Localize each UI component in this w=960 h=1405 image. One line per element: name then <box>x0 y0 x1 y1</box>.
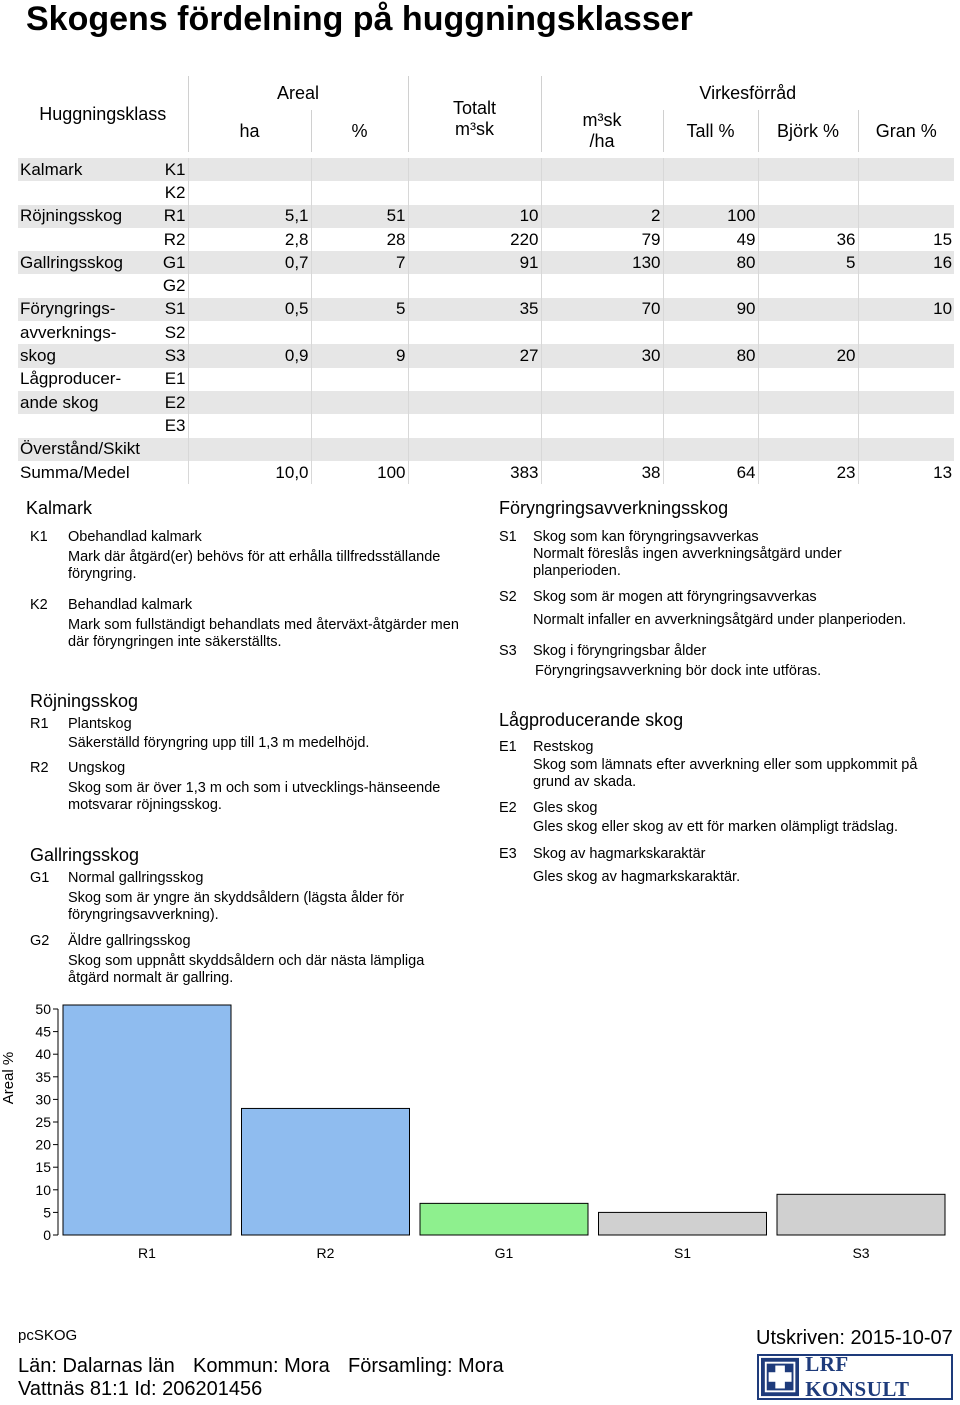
row-code: G1 <box>154 251 188 274</box>
table-row <box>18 368 954 391</box>
legend-item <box>30 529 470 582</box>
x-tick-label: R1 <box>138 1245 156 1261</box>
cell-gran <box>858 274 954 297</box>
legend-desc: Skog som uppnått skyddsåldern och där nästa lämpliga åtgärd normalt är gallring. <box>68 953 425 986</box>
legend-code: S3 <box>499 643 517 659</box>
legend-title: Normal gallringsskog <box>68 870 204 886</box>
cell-pct <box>311 274 408 297</box>
header-areal: Areal <box>188 76 408 110</box>
legend-desc: Normalt infaller en avverkningsåtgärd under planperioden. <box>533 612 907 628</box>
cell-bjork: 5 <box>758 251 858 274</box>
cell-ha <box>188 274 311 297</box>
cell-tall <box>663 274 758 297</box>
legend-code: K1 <box>30 529 48 545</box>
row-name: Föryngrings- <box>18 298 154 321</box>
legend-desc: Skog som är över 1,3 m och som i utvecklings-hänseende motsvarar röjningsskog. <box>68 780 441 813</box>
legend-code: S1 <box>499 529 517 545</box>
cell-bjork <box>758 438 858 461</box>
cell-tot: 220 <box>408 228 541 251</box>
y-tick-label: 35 <box>35 1068 51 1085</box>
foryngring-heading: Föryngringsavverkningsskog <box>499 498 729 518</box>
program-name: pcSKOG <box>18 1327 78 1344</box>
cell-tot: 10 <box>408 205 541 228</box>
cell-pct <box>311 368 408 391</box>
row-code: S2 <box>154 321 188 344</box>
legend-title: Gles skog <box>533 800 598 816</box>
legend-code: G2 <box>30 933 50 949</box>
legend-code: G1 <box>30 870 50 886</box>
legend-title: Ungskog <box>68 760 126 776</box>
cell-tall <box>663 391 758 414</box>
table-row <box>18 344 954 367</box>
x-tick-label: G1 <box>494 1245 514 1261</box>
cell-pct <box>311 414 408 437</box>
row-code: E3 <box>154 414 188 437</box>
cell-tot <box>408 321 541 344</box>
header-pct: % <box>311 110 408 152</box>
cell-m3 <box>541 438 663 461</box>
legend-desc: Gles skog eller skog av ett för marken olämpligt trädslag. <box>533 819 899 835</box>
legend-title: Plantskog <box>68 716 132 732</box>
cell-tot <box>408 274 541 297</box>
x-tick-label: S3 <box>852 1245 870 1261</box>
x-tick-label: S1 <box>673 1245 692 1261</box>
legend-desc: Normalt föreslås ingen avverkningsåtgärd under planperioden. <box>533 546 842 579</box>
cell-ha: 10,0 <box>188 461 311 484</box>
cell-ha <box>188 181 311 204</box>
cell-bjork <box>758 205 858 228</box>
row-code: G2 <box>154 274 188 297</box>
legend-desc: Skog som lämnats efter avverkning eller som uppkommit på grund av skada. <box>533 757 918 790</box>
print-date: Utskriven: 2015-10-07 <box>756 1327 953 1349</box>
cell-tot <box>408 181 541 204</box>
legend-code: E3 <box>499 846 517 862</box>
cell-bjork <box>758 368 858 391</box>
cell-m3 <box>541 274 663 297</box>
cell-tot <box>408 158 541 181</box>
cell-gran <box>858 158 954 181</box>
cell-gran: 16 <box>858 251 954 274</box>
row-code: K2 <box>154 181 188 204</box>
row-code: R2 <box>154 228 188 251</box>
rojning-heading: Röjningsskog <box>30 691 139 711</box>
cell-gran: 13 <box>858 461 954 484</box>
cell-ha <box>188 414 311 437</box>
cell-pct <box>311 321 408 344</box>
logo-emblem-icon <box>761 1357 799 1397</box>
legend-desc: Skog som är yngre än skyddsåldern (lägsta ålder för föryngringsavverkning). <box>68 890 405 923</box>
cell-gran <box>858 414 954 437</box>
table-row <box>18 461 954 484</box>
cell-m3: 2 <box>541 205 663 228</box>
areal-bar-chart <box>0 995 960 1270</box>
y-tick-label: 45 <box>35 1023 51 1040</box>
cell-pct: 51 <box>311 205 408 228</box>
cell-tot <box>408 438 541 461</box>
row-code: S3 <box>154 344 188 367</box>
cell-bjork <box>758 391 858 414</box>
cell-bjork <box>758 298 858 321</box>
row-name: Lågproducer- <box>18 368 154 391</box>
legend-item <box>30 933 470 988</box>
y-tick-label: 20 <box>35 1136 51 1153</box>
cell-gran <box>858 368 954 391</box>
cell-tot: 383 <box>408 461 541 484</box>
kalmark-heading: Kalmark <box>26 498 93 518</box>
bar-r2 <box>242 1108 410 1235</box>
legend-desc: Mark där åtgärd(er) behövs för att erhålla tillfredsställande föryngring. <box>68 549 441 582</box>
cell-bjork: 36 <box>758 228 858 251</box>
bar-r1 <box>63 1005 231 1235</box>
y-tick-label: 10 <box>35 1181 51 1198</box>
lrf-konsult-logo <box>757 1354 953 1400</box>
page-title: Skogens fördelning på huggningsklasser <box>26 0 693 38</box>
cell-pct: 5 <box>311 298 408 321</box>
row-name <box>18 274 154 297</box>
row-name: Gallringsskog <box>18 251 154 274</box>
y-tick-label: 30 <box>35 1091 51 1108</box>
legend-title: Skog i föryngringsbar ålder <box>533 643 707 659</box>
table-row <box>18 438 954 461</box>
cell-ha <box>188 391 311 414</box>
legend-code: E2 <box>499 800 517 816</box>
cell-ha <box>188 158 311 181</box>
legend-title: Behandlad kalmark <box>68 597 193 613</box>
row-code: K1 <box>154 158 188 181</box>
legend-item <box>499 846 939 886</box>
cell-bjork: 20 <box>758 344 858 367</box>
cell-tot: 35 <box>408 298 541 321</box>
row-code: E1 <box>154 368 188 391</box>
cell-m3 <box>541 414 663 437</box>
header-gran: Gran % <box>858 110 954 152</box>
cell-bjork: 23 <box>758 461 858 484</box>
cell-gran <box>858 391 954 414</box>
y-tick-label: 40 <box>35 1046 51 1063</box>
cell-gran: 15 <box>858 228 954 251</box>
header-ha: ha <box>188 110 311 152</box>
cell-tall: 49 <box>663 228 758 251</box>
legend-title: Äldre gallringsskog <box>68 933 191 949</box>
cell-m3: 79 <box>541 228 663 251</box>
legend-item <box>499 800 939 840</box>
cell-pct <box>311 438 408 461</box>
bar-g1 <box>420 1203 588 1235</box>
cell-gran <box>858 438 954 461</box>
cell-bjork <box>758 181 858 204</box>
cell-m3: 70 <box>541 298 663 321</box>
cell-tall <box>663 181 758 204</box>
cell-tot <box>408 414 541 437</box>
cell-tall <box>663 438 758 461</box>
legend-desc: Gles skog av hagmarkskaraktär. <box>533 869 741 885</box>
bar-s3 <box>777 1194 945 1235</box>
y-tick-label: 25 <box>35 1114 51 1130</box>
legend-desc: Säkerställd föryngring upp till 1,3 m medelhöjd. <box>68 735 370 751</box>
legend-item <box>30 870 470 925</box>
cell-tot <box>408 368 541 391</box>
row-name: Summa/Medel <box>18 461 188 484</box>
table-row <box>18 181 954 204</box>
legend-title: Restskog <box>533 739 594 755</box>
table-row <box>18 228 954 251</box>
cell-pct: 100 <box>311 461 408 484</box>
cell-tall: 80 <box>663 251 758 274</box>
cell-pct <box>311 391 408 414</box>
cell-ha: 2,8 <box>188 228 311 251</box>
cell-gran <box>858 205 954 228</box>
cell-ha <box>188 368 311 391</box>
cell-tall <box>663 414 758 437</box>
legend-title: Obehandlad kalmark <box>68 529 202 545</box>
table-row <box>18 391 954 414</box>
cell-ha: 0,7 <box>188 251 311 274</box>
cell-bjork <box>758 321 858 344</box>
legend-item <box>499 529 939 579</box>
legend-item <box>30 716 470 756</box>
row-code: R1 <box>154 205 188 228</box>
header-virke: Virkesförråd <box>541 76 954 110</box>
row-name: avverknings- <box>18 321 154 344</box>
y-tick-label: 5 <box>43 1204 51 1221</box>
cell-bjork <box>758 274 858 297</box>
row-name <box>18 228 154 251</box>
legend-title: Skog av hagmarkskaraktär <box>533 846 706 862</box>
cell-gran <box>858 321 954 344</box>
cell-tall: 64 <box>663 461 758 484</box>
fastighet-text: Vattnäs 81:1 Id: 206201456 <box>18 1378 263 1400</box>
cell-pct <box>311 158 408 181</box>
header-bjork: Björk % <box>758 110 858 152</box>
table-row <box>18 298 954 321</box>
forsamling-text: Församling: Mora <box>348 1355 504 1377</box>
cell-tall <box>663 321 758 344</box>
y-tick-label: 15 <box>35 1159 51 1176</box>
cell-ha <box>188 438 311 461</box>
cell-tall: 80 <box>663 344 758 367</box>
legend-item <box>499 589 939 629</box>
cell-gran <box>858 181 954 204</box>
legend-item <box>499 643 939 683</box>
row-name: skog <box>18 344 154 367</box>
legend-code: R1 <box>30 716 49 732</box>
y-axis-label: Areal % <box>0 1051 17 1105</box>
legend-code: R2 <box>30 760 49 776</box>
row-code: S1 <box>154 298 188 321</box>
header-tall: Tall % <box>663 110 758 152</box>
cell-tall <box>663 158 758 181</box>
cell-m3 <box>541 321 663 344</box>
cell-bjork <box>758 414 858 437</box>
cell-tot: 27 <box>408 344 541 367</box>
cell-gran <box>858 344 954 367</box>
legend-desc: Mark som fullständigt behandlats med återväxt-åtgärder men där föryngringen inte säkerställts. <box>68 617 459 650</box>
table-row <box>18 414 954 437</box>
cell-m3: 130 <box>541 251 663 274</box>
row-name <box>18 181 154 204</box>
cell-pct: 28 <box>311 228 408 251</box>
cell-m3 <box>541 391 663 414</box>
gallring-heading: Gallringsskog <box>30 845 140 865</box>
cell-ha: 5,1 <box>188 205 311 228</box>
legend-item <box>30 760 470 815</box>
kommun-text: Kommun: Mora <box>193 1355 330 1377</box>
table-body <box>18 158 954 484</box>
table-row <box>18 205 954 228</box>
x-tick-label: R2 <box>316 1245 335 1261</box>
bar-s1 <box>599 1212 767 1235</box>
table-row <box>18 158 954 181</box>
header-class: Huggningsklass <box>18 76 188 152</box>
y-tick-label: 50 <box>35 1001 51 1017</box>
cell-m3: 38 <box>541 461 663 484</box>
cell-bjork <box>758 158 858 181</box>
legend-code: S2 <box>499 589 517 605</box>
legend-code: E1 <box>499 739 517 755</box>
legend-title: Skog som kan föryngringsavverkas <box>533 529 759 545</box>
logo-text: LRF KONSULT <box>805 1352 910 1401</box>
cell-tot: 91 <box>408 251 541 274</box>
cell-m3 <box>541 368 663 391</box>
table-row <box>18 321 954 344</box>
cell-ha: 0,9 <box>188 344 311 367</box>
cell-m3 <box>541 181 663 204</box>
header-m3ha: m³sk /ha <box>582 110 622 151</box>
legend-item <box>30 597 470 657</box>
row-code: E2 <box>154 391 188 414</box>
cell-tall: 90 <box>663 298 758 321</box>
row-name: Överstånd/Skikt <box>18 438 188 461</box>
cell-m3 <box>541 158 663 181</box>
cell-ha: 0,5 <box>188 298 311 321</box>
cell-pct <box>311 181 408 204</box>
lagprod-heading: Lågproducerande skog <box>499 710 684 730</box>
legend-desc: Föryngringsavverkning bör dock inte utföras. <box>535 663 822 679</box>
row-name <box>18 414 154 437</box>
cell-ha <box>188 321 311 344</box>
header-totalt: Totalt m³sk <box>453 98 497 139</box>
cell-tall: 100 <box>663 205 758 228</box>
cell-m3: 30 <box>541 344 663 367</box>
cell-gran: 10 <box>858 298 954 321</box>
legend-item <box>499 739 939 794</box>
cell-tot <box>408 391 541 414</box>
cell-pct: 7 <box>311 251 408 274</box>
row-name: Kalmark <box>18 158 154 181</box>
table-row <box>18 274 954 297</box>
legend-title: Skog som är mogen att föryngringsavverkas <box>533 589 817 605</box>
legend-code: K2 <box>30 597 48 613</box>
cell-tall <box>663 368 758 391</box>
row-name: Röjningsskog <box>18 205 154 228</box>
y-tick-label: 0 <box>43 1227 51 1243</box>
lan-text: Län: Dalarnas län <box>18 1355 175 1377</box>
cell-pct: 9 <box>311 344 408 367</box>
class-table <box>18 76 954 484</box>
table-row <box>18 251 954 274</box>
row-name: ande skog <box>18 391 154 414</box>
